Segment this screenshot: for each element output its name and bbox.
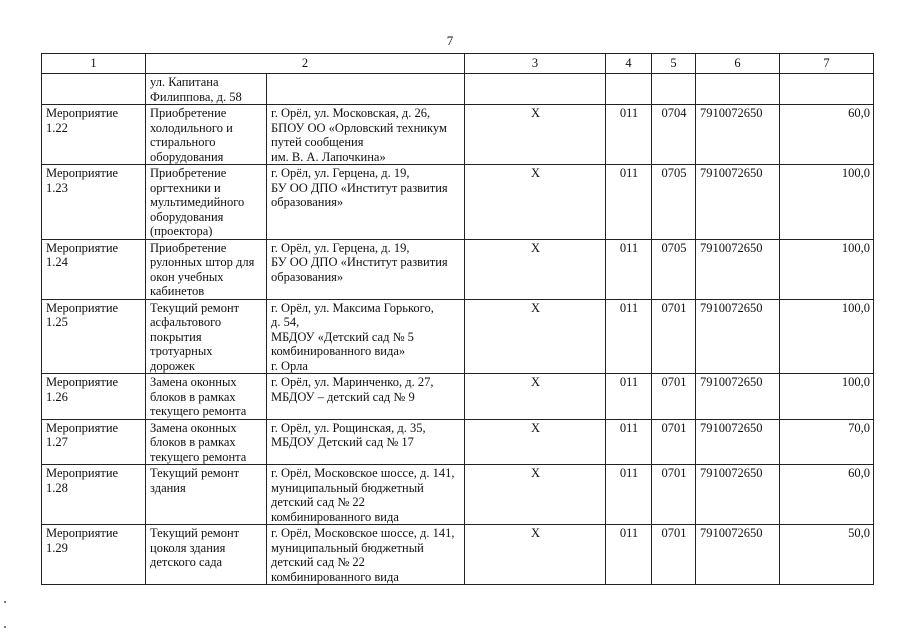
measure-name-cell bbox=[146, 105, 267, 165]
col3-cell: Х bbox=[465, 239, 606, 299]
col4-code-cell: 011 bbox=[606, 525, 652, 585]
measure-name-cell-line: Приобретение bbox=[150, 166, 227, 180]
scan-artifact bbox=[4, 601, 6, 603]
measure-name-cell-line: блоков в рамках bbox=[150, 389, 236, 404]
measure-address-cell-line: путей сообщения bbox=[271, 135, 364, 149]
measure-address-cell bbox=[267, 465, 465, 525]
col6-code-cell: 7910072650 bbox=[696, 525, 780, 585]
measure-id-cell-line: Мероприятие bbox=[46, 240, 119, 255]
measure-address-cell-line: МБДОУ Детский сад № 17 bbox=[271, 435, 414, 449]
measure-address-cell-line: г. Орёл, ул. Московская, д. 26, bbox=[271, 106, 431, 120]
table-row bbox=[42, 374, 874, 420]
col4-code-cell: 011 bbox=[606, 299, 652, 374]
measure-address-cell-line: муниципальный бюджетный bbox=[271, 540, 424, 555]
measure-name-cell-line: асфальтового bbox=[150, 315, 222, 329]
measure-address-cell bbox=[267, 165, 465, 240]
measure-id-cell bbox=[42, 419, 146, 465]
col3-cell bbox=[465, 74, 606, 105]
measure-name-cell-line: оборудования bbox=[150, 149, 224, 164]
measure-address-cell-line: г. Орёл, ул. Максима Горького, bbox=[271, 300, 434, 315]
measure-id-cell bbox=[42, 165, 146, 240]
table-row bbox=[42, 105, 874, 165]
col6-code-cell: 7910072650 bbox=[696, 165, 780, 240]
header-cell-6: 6 bbox=[696, 54, 780, 74]
col6-code-cell: 7910072650 bbox=[696, 105, 780, 165]
col3-cell: Х bbox=[465, 105, 606, 165]
measure-address-cell-line: муниципальный бюджетный bbox=[271, 480, 424, 495]
table-row bbox=[42, 239, 874, 299]
measure-id-cell bbox=[42, 299, 146, 374]
measure-address-cell-line: г. Орёл, Московское шоссе, д. 141, bbox=[271, 466, 455, 480]
measure-id-cell-line: 1.24 bbox=[46, 255, 68, 269]
measure-address-cell bbox=[267, 419, 465, 465]
table-row bbox=[42, 74, 874, 105]
measure-name-cell-line: Текущий ремонт bbox=[150, 300, 240, 315]
col3-cell: Х bbox=[465, 525, 606, 585]
col3-cell: Х bbox=[465, 374, 606, 420]
measure-address-cell-line: БУ ОО ДПО «Институт развития bbox=[271, 255, 448, 269]
measure-address-cell-line: детский сад № 22 bbox=[271, 495, 365, 509]
measure-id-cell-line: 1.28 bbox=[46, 480, 68, 495]
col4-code-cell: 011 bbox=[606, 105, 652, 165]
col4-code-cell: 011 bbox=[606, 419, 652, 465]
col4-code-cell: 011 bbox=[606, 465, 652, 525]
measure-name-cell-line: Филиппова, д. 58 bbox=[150, 89, 242, 104]
col5-code-cell: 0701 bbox=[652, 299, 696, 374]
col6-code-cell: 7910072650 bbox=[696, 374, 780, 420]
measure-id-cell bbox=[42, 374, 146, 420]
amount-cell: 100,0 bbox=[780, 165, 874, 240]
measure-address-cell-line: им. В. А. Лапочкина» bbox=[271, 149, 386, 164]
measure-name-cell-line: Текущий ремонт bbox=[150, 526, 240, 540]
amount-cell: 60,0 bbox=[780, 465, 874, 525]
measure-name-cell-line: (проектора) bbox=[150, 224, 213, 238]
measure-address-cell bbox=[267, 74, 465, 105]
table-row bbox=[42, 465, 874, 525]
col6-code-cell: 7910072650 bbox=[696, 419, 780, 465]
table-row bbox=[42, 419, 874, 465]
measure-address-cell bbox=[267, 239, 465, 299]
measure-id-cell-line: 1.25 bbox=[46, 315, 68, 329]
measure-id-cell-line: 1.27 bbox=[46, 435, 68, 449]
col6-code-cell: 7910072650 bbox=[696, 239, 780, 299]
table-header-row bbox=[42, 54, 874, 74]
header-cell-5: 5 bbox=[652, 54, 696, 74]
measure-name-cell-line: текущего ремонта bbox=[150, 449, 247, 464]
scan-artifact bbox=[4, 626, 6, 628]
measure-address-cell-line: образования» bbox=[271, 269, 344, 284]
measure-name-cell-line: цоколя здания bbox=[150, 540, 226, 555]
measure-id-cell-line: Мероприятие bbox=[46, 106, 119, 120]
measure-name-cell-line: Текущий ремонт bbox=[150, 466, 240, 480]
measure-name-cell-line: текущего ремонта bbox=[150, 404, 247, 418]
measure-address-cell bbox=[267, 299, 465, 374]
measure-name-cell-line: покрытия bbox=[150, 329, 202, 344]
col6-code-cell: 7910072650 bbox=[696, 299, 780, 374]
col4-code-cell bbox=[606, 74, 652, 105]
header-cell-3: 3 bbox=[465, 54, 606, 74]
measure-name-cell-line: стирального bbox=[150, 135, 216, 149]
table-row bbox=[42, 525, 874, 585]
measure-name-cell bbox=[146, 165, 267, 240]
measure-name-cell bbox=[146, 74, 267, 105]
measure-name-cell bbox=[146, 374, 267, 420]
measure-id-cell bbox=[42, 465, 146, 525]
measure-id-cell-line: Мероприятие bbox=[46, 375, 119, 389]
measure-name-cell-line: кабинетов bbox=[150, 284, 205, 298]
header-cell-1: 1 bbox=[42, 54, 146, 74]
measure-address-cell-line: комбинированного вида bbox=[271, 509, 399, 524]
measure-address-cell bbox=[267, 105, 465, 165]
measure-name-cell-line: тротуарных bbox=[150, 344, 213, 358]
measure-address-cell-line: г. Орёл, ул. Герцена, д. 19, bbox=[271, 240, 410, 255]
measure-name-cell bbox=[146, 299, 267, 374]
measure-address-cell-line: образования» bbox=[271, 195, 344, 209]
col5-code-cell: 0701 bbox=[652, 525, 696, 585]
measure-id-cell-line: Мероприятие bbox=[46, 300, 119, 315]
measure-address-cell-line: г. Орла bbox=[271, 358, 308, 373]
col3-cell: Х bbox=[465, 299, 606, 374]
col5-code-cell: 0704 bbox=[652, 105, 696, 165]
amount-cell: 70,0 bbox=[780, 419, 874, 465]
measure-name-cell-line: ул. Капитана bbox=[150, 75, 219, 89]
col5-code-cell bbox=[652, 74, 696, 105]
col3-cell: Х bbox=[465, 465, 606, 525]
col3-cell: Х bbox=[465, 165, 606, 240]
measure-id-cell bbox=[42, 74, 146, 105]
amount-cell: 50,0 bbox=[780, 525, 874, 585]
measure-address-cell-line: МБДОУ – детский сад № 9 bbox=[271, 389, 415, 404]
col6-code-cell: 7910072650 bbox=[696, 465, 780, 525]
measure-id-cell-line: 1.22 bbox=[46, 120, 68, 135]
table-row bbox=[42, 299, 874, 374]
measure-id-cell-line: Мероприятие bbox=[46, 526, 119, 540]
measure-address-cell bbox=[267, 374, 465, 420]
measures-table bbox=[41, 53, 874, 585]
measure-address-cell-line: г. Орёл, ул. Маринченко, д. 27, bbox=[271, 375, 434, 389]
measure-name-cell-line: Приобретение bbox=[150, 240, 227, 255]
col4-code-cell: 011 bbox=[606, 374, 652, 420]
col5-code-cell: 0705 bbox=[652, 239, 696, 299]
col5-code-cell: 0701 bbox=[652, 465, 696, 525]
measure-name-cell-line: оргтехники и bbox=[150, 180, 221, 195]
measure-name-cell-line: мультимедийного bbox=[150, 195, 245, 209]
measure-name-cell bbox=[146, 419, 267, 465]
measure-name-cell-line: детского сада bbox=[150, 555, 223, 569]
measure-address-cell-line: комбинированного вида bbox=[271, 569, 399, 584]
measure-name-cell-line: здания bbox=[150, 480, 186, 495]
col5-code-cell: 0701 bbox=[652, 374, 696, 420]
measure-address-cell-line: МБДОУ «Детский сад № 5 bbox=[271, 329, 414, 344]
measure-name-cell-line: Замена оконных bbox=[150, 375, 237, 389]
measure-name-cell-line: блоков в рамках bbox=[150, 435, 236, 449]
page-number: 7 bbox=[446, 33, 454, 48]
measure-id-cell-line: 1.26 bbox=[46, 389, 68, 404]
measure-address-cell-line: г. Орёл, Московское шоссе, д. 141, bbox=[271, 526, 455, 540]
amount-cell: 100,0 bbox=[780, 374, 874, 420]
measure-name-cell bbox=[146, 465, 267, 525]
measure-name-cell-line: Приобретение bbox=[150, 106, 227, 120]
measure-name-cell-line: рулонных штор для bbox=[150, 255, 255, 269]
measure-id-cell bbox=[42, 105, 146, 165]
measure-name-cell-line: окон учебных bbox=[150, 269, 224, 284]
col4-code-cell: 011 bbox=[606, 165, 652, 240]
measure-name-cell-line: дорожек bbox=[150, 358, 195, 373]
measure-address-cell bbox=[267, 525, 465, 585]
measure-address-cell-line: г. Орёл, ул. Рощинская, д. 35, bbox=[271, 420, 426, 435]
measure-name-cell-line: Замена оконных bbox=[150, 420, 237, 435]
measure-id-cell bbox=[42, 525, 146, 585]
measure-id-cell bbox=[42, 239, 146, 299]
col6-code-cell bbox=[696, 74, 780, 105]
col5-code-cell: 0701 bbox=[652, 419, 696, 465]
measure-name-cell-line: оборудования bbox=[150, 209, 224, 224]
measure-id-cell-line: Мероприятие bbox=[46, 420, 119, 435]
measure-address-cell-line: г. Орёл, ул. Герцена, д. 19, bbox=[271, 166, 410, 180]
amount-cell bbox=[780, 74, 874, 105]
col4-code-cell: 011 bbox=[606, 239, 652, 299]
amount-cell: 100,0 bbox=[780, 239, 874, 299]
measure-address-cell-line: детский сад № 22 bbox=[271, 555, 365, 569]
measure-id-cell-line: Мероприятие bbox=[46, 166, 119, 180]
measure-address-cell-line: БУ ОО ДПО «Институт развития bbox=[271, 180, 448, 195]
header-cell-4: 4 bbox=[606, 54, 652, 74]
measure-name-cell bbox=[146, 239, 267, 299]
measure-address-cell-line: комбинированного вида» bbox=[271, 344, 406, 358]
measure-address-cell-line: БПОУ ОО «Орловский техникум bbox=[271, 120, 447, 135]
amount-cell: 100,0 bbox=[780, 299, 874, 374]
amount-cell: 60,0 bbox=[780, 105, 874, 165]
col3-cell: Х bbox=[465, 419, 606, 465]
measure-address-cell-line: д. 54, bbox=[271, 315, 300, 329]
table-row bbox=[42, 165, 874, 240]
measure-id-cell-line: Мероприятие bbox=[46, 466, 119, 480]
measure-id-cell-line: 1.29 bbox=[46, 540, 68, 555]
measure-name-cell-line: холодильного и bbox=[150, 120, 233, 135]
header-cell-7: 7 bbox=[780, 54, 874, 74]
measure-name-cell bbox=[146, 525, 267, 585]
measure-id-cell-line: 1.23 bbox=[46, 180, 68, 195]
col5-code-cell: 0705 bbox=[652, 165, 696, 240]
header-cell-2: 2 bbox=[146, 54, 465, 74]
